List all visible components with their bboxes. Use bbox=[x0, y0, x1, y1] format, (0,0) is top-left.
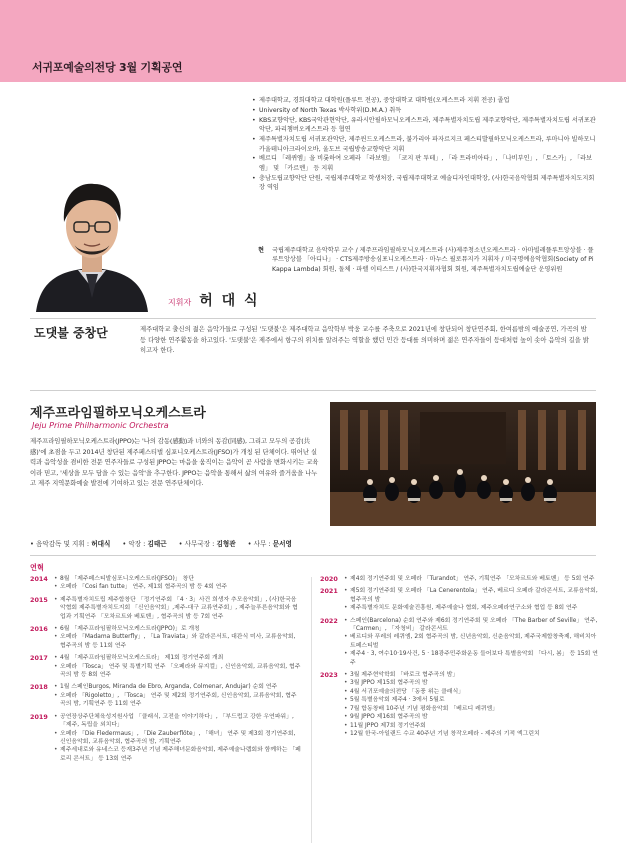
history-row bbox=[320, 671, 598, 738]
dotbal-title: 도댓불 중창단 bbox=[34, 326, 108, 340]
conductor-photo bbox=[30, 170, 154, 312]
history-year: 2015 bbox=[30, 595, 48, 604]
history-row bbox=[320, 575, 598, 583]
history-year: 2018 bbox=[30, 683, 48, 692]
staff-item: • 사무 : 문서영 bbox=[247, 540, 292, 548]
history-event: • 오페라 「Tosca」 연주 및 특별기획 연주 「오페라와 뮤지컬」, 신인음악회, 교류음악회, 협주곡의 밤 등 8회 연주 bbox=[54, 663, 302, 680]
history-year: 2017 bbox=[30, 654, 48, 663]
conductor-portrait-illustration bbox=[30, 170, 154, 312]
history-event: • 제주특별자치도립 제주합창단 「정기연주회 「4 · 3」사건 희생자 추모음악회」, (사)한국음악협회 제주특별자치도지회 「신인음악회」,제주-대구 교류연주회」, 제주늘푸른음악회와 협업과 기획연주 「모차르트와 베토벤」, 협주곡의 밤 등 7회 연주 bbox=[54, 596, 302, 621]
divider bbox=[30, 555, 596, 556]
history-row bbox=[320, 617, 598, 667]
dotbal-description: 제주대학교 출신의 젊은 음악가들로 구성된 '도댓불'은 제주대학교 음악학부 박웅 교수를 주축으로 2021년에 창단되어 창단연주회, 한여름밤의 예술공연, 가곡의 밤 등 다양한 연주활동을 하고있다. '도댓불'은 제주에서 항구의 위치를 알려주는 역할을 했던 민간 등대를 의미하며 젊은 연주자들이 등대처럼 높이 솟아 음악의 길을 밝히고자 한다. bbox=[140, 326, 589, 355]
history-row bbox=[30, 713, 302, 763]
history-event: • 제주세내로와 유네스코 등재3주년 기념 제주해녀문화음악회, 제주예술나랩회와 함께하는 「페로리 콘서트」 등 13회 연주 bbox=[54, 746, 302, 763]
staff-item: • 악장 : 김태근 bbox=[122, 540, 167, 548]
history-year: 2022 bbox=[320, 616, 338, 625]
jpo-title: 제주프라임필하모닉오케스트라 bbox=[30, 406, 206, 421]
current-positions-text: 국립제주대학교 음악학부 교수 / 제주프라임필하모닉오케스트라 (사)제주청소년오케스트라 · 아마빌레플루트앙상블 · 플루트앙상블 「아디나」 · CTS제주방송심포니오케스트라 · 마누스 필로뮤지카 지휘자 / 미국명예음악협회(Society of Pi Kappa Lambda) 회원, 돌체 · 파렐 이티스트 / (사)한국지휘자협회 회원, 제주특별자치도립예술단 운영위원 bbox=[272, 247, 594, 273]
divider bbox=[30, 390, 596, 391]
staff-item: • 사무국장 : 김형관 bbox=[178, 540, 236, 548]
history-event: • 오페라 「Cosi fan tutte」 연주, 제1회 협주곡의 밤 등 4회 연주 bbox=[54, 583, 302, 591]
history-event: • 4월 서귀포예술의전당 「동풍 위는 클래식」 bbox=[344, 688, 598, 696]
bio-item: • 베르디 「레퀴엠」을 비롯하여 오페라 「라보엠」 「코지 판 투테」, 「라 트라비아타」, 「나비부인」, 「토스카」, 「라보엠」 및 「카르멘」 등 지휘 bbox=[252, 154, 598, 173]
history-year: 2019 bbox=[30, 712, 48, 721]
history-event: • 베르디와 푸레의 레퀴엠, 2회 협주곡의 밤, 신년음악회, 신춘음악회, 제주국제합창축제, 해비치아트페스티벌 bbox=[344, 633, 598, 650]
history-row bbox=[30, 625, 302, 650]
bio-item: • KBS교향악단, KBS국악관현악단, 유라시안필하모닉오케스트라, 제주특별자치도립 제주교향악단, 제주특별자치도립 서귀포관악단, 파리챔버오케스트라 등 협연 bbox=[252, 116, 598, 135]
history-row bbox=[30, 596, 302, 621]
history-year: 2021 bbox=[320, 587, 338, 596]
history-event: • 1월 스페인Burgos, Miranda de Ebro, Arganda, Colmenar, Andujar) 순회 연주 bbox=[54, 683, 302, 691]
conductor-bio-list bbox=[252, 96, 598, 193]
conductor-credit bbox=[168, 290, 260, 310]
history-event: • 제주4 · 3, 여수10·19사건, 5 · 18광주민주화운동 들어보다 특별음악회 「다시, 봄」 등 15회 연주 bbox=[344, 650, 598, 667]
conductor-current-positions bbox=[258, 246, 598, 274]
history-event: • 오페라 「Madama Butterfly」, 「La Traviata」와 갈라콘서트, 대관식 미사, 교류음악회, 협주곡의 밤 등 11회 연주 bbox=[54, 633, 302, 650]
history-event: • 제5회 정기연주회 및 오페라 「La Cenerentola」 연주, 베르디 오페라 갈라콘서트, 교류음악회, 협주곡의 밤 bbox=[344, 587, 598, 604]
history-event: • 4월 「제주프라임필하모닉오케스트라」 제1회 정기연주회 개최 bbox=[54, 654, 302, 662]
history-event: • 오페라 「Die Fledermaus」, 「Die Zauberflöte」, 「해녀」 연주 및 제3회 정기연주회, 신인음악회, 교류음악회, 협주곡의 밤, 기획연주 bbox=[54, 730, 302, 747]
history-row bbox=[30, 683, 302, 708]
bio-item: • 제주특별자치도립 서귀포관악단, 제주윈드오케스트라, 불가리아 파자르지크 페스티발필하모닉오케스트라, 루마니아 빌하모니카울테니아크라이오바, 울도브 국립방송교향악단 지휘 bbox=[252, 135, 598, 154]
conductor-role: 지휘자 bbox=[168, 298, 192, 307]
bio-item: • 충남도립교향악단 단원, 국립제주대학교 학생처장, 국립제주대학교 예술디자인대학장, (사)한국음악협회 제주특별자치도지회장 역임 bbox=[252, 174, 598, 193]
orchestra-stage-illustration bbox=[330, 402, 596, 526]
history-label: 연혁 bbox=[30, 563, 44, 572]
history-row bbox=[320, 587, 598, 612]
history-event: • 제4회 정기연주회 및 오페라 「Turandot」 연주, 기획연주 「모차르트와 베토벤」 등 5회 연주 bbox=[344, 575, 598, 583]
history-event: • 스페인(Barcelona) 순회 연주와 제6회 정기연주회 및 오페라 「The Barber of Seville」 연주, 「Carmen」, 「자청비」 갈라콘서트 bbox=[344, 617, 598, 634]
jpo-subtitle: Jeju Prime Philharmonic Orchestra bbox=[32, 421, 169, 430]
history-event: • 3월 제주현악학회 「바로크 협주곡의 밤」 bbox=[344, 671, 598, 679]
history-event: • 11월 JPPO 제7회 정기연주회 bbox=[344, 722, 598, 730]
conductor-name: 허 대 식 bbox=[199, 293, 260, 309]
bio-item: • 제주대학교, 경희대학교 대학원(플루트 전공), 중앙대학교 대학원(오케스트라 지휘 전공) 졸업 bbox=[252, 96, 598, 105]
staff-item: • 음악감독 및 지휘 : 허대식 bbox=[30, 540, 111, 548]
history-year: 2020 bbox=[320, 575, 338, 583]
history-year: 2023 bbox=[320, 671, 338, 680]
history-row bbox=[30, 575, 302, 592]
history-column-left bbox=[30, 575, 302, 767]
divider bbox=[30, 318, 596, 319]
history-event: • 7월 합동창배 10주년 기념 평화음악회 「베르디 레퀴엠」 bbox=[344, 705, 598, 713]
current-mark: 현 bbox=[258, 247, 264, 254]
history-event: • 제주특별자치도 문화예술진흥원, 제주예술나 협회, 제주오페라연구소와 협업 등 8회 연주 bbox=[344, 604, 598, 612]
history-event: • 8월 「제주페스티발심포니오케스트라(JFSO)」 창단 bbox=[54, 575, 302, 583]
history-event: • 6월 「제주프라임필하모닉오케스트라(JPPO)」로 개칭 bbox=[54, 625, 302, 633]
history-row bbox=[30, 654, 302, 679]
jpo-description: 제주프라임필하모닉오케스트라(JPPO)는 '나의 감동(感動)과 너와의 동감(同感), 그리고 모두의 공감(共感)'에 초점을 두고 2014년 창단된 제주페스티벌 심포니오케스트라(JFSO)가 개칭 된 단체이다. 뛰어난 실력과 음악성을 겸비한 전문 연주자들로 구성된 JPPO는 마음을 움직이는 음악이 곧 사람을 변화시키는 교육이라 믿고, '세상을 모두 담을 수 있는 음악'을 추구한다. JPPO는 음악을 통해서 삶의 여유와 즐거움을 나누고 제주 지역문화예술 발전에 기여하고 있는 전문 연주단체이다. bbox=[30, 437, 319, 488]
column-divider bbox=[311, 577, 312, 843]
bio-item: • University of North Texas 박사학위(D.M.A.) 취득 bbox=[252, 106, 598, 115]
history-column-right bbox=[320, 575, 598, 742]
history-event: • 공연장상주단체육성지원사업 「클래식, 고전을 이야기하다」, 「부드럽고 강한 우연파워」, 「제주, 독립을 외치다」 bbox=[54, 713, 302, 730]
history-event: • 5월 특별음악회 제주4 · 3에서 5월로 bbox=[344, 696, 598, 704]
history-event: • 3월 JPPO 제15회 협주곡의 밤 bbox=[344, 679, 598, 687]
history-event: • 오페라 「Rigoletto」, 「Tosca」 연주 및 제2회 정기연주회, 신인음악회, 교류음악회, 협주곡의 밤, 기획연주 등 11회 연주 bbox=[54, 692, 302, 709]
history-event: • 9월 JPPO 제16회 협주곡의 밤 bbox=[344, 713, 598, 721]
history-year: 2014 bbox=[30, 575, 48, 583]
staff-list bbox=[30, 538, 292, 548]
history-event: • 12월 한국-아일랜드 수교 40주년 기념 창작오페라 - 제주의 기적 엑그린치 bbox=[344, 730, 598, 738]
history-year: 2016 bbox=[30, 625, 48, 634]
orchestra-photo bbox=[330, 402, 596, 526]
page-title: 서귀포예술의전당 3월 기획공연 bbox=[32, 61, 183, 74]
